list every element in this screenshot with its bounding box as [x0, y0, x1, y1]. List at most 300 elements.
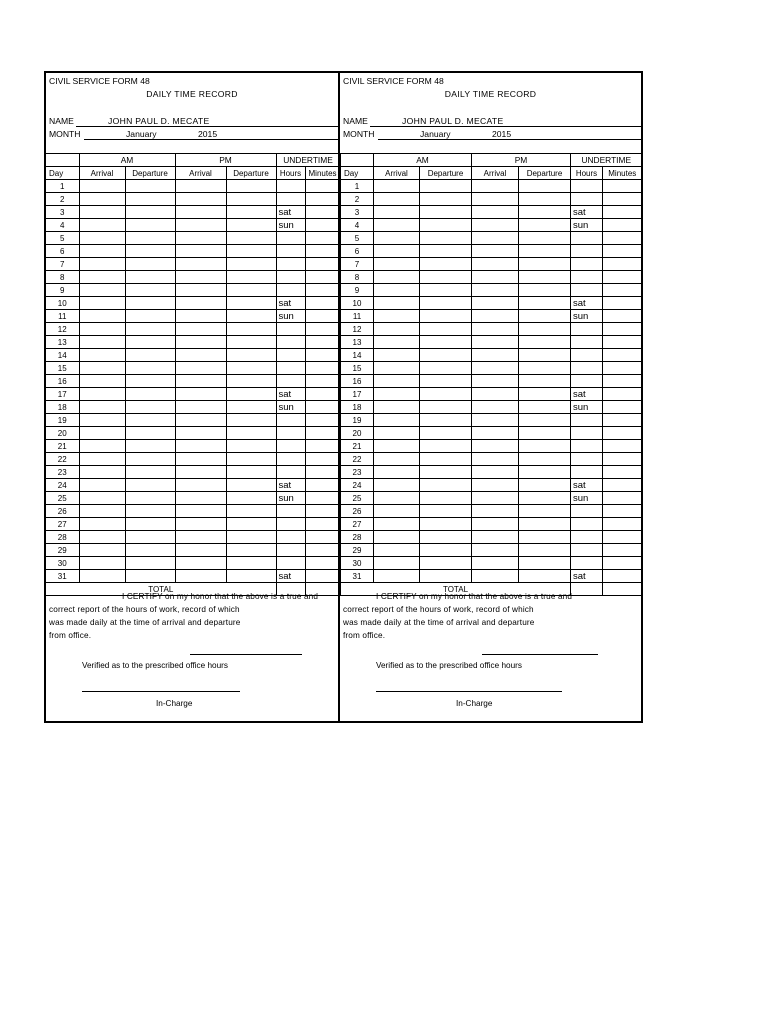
- name-label: NAME: [49, 116, 74, 126]
- table-row: [46, 414, 340, 427]
- table-row: [46, 479, 340, 492]
- table-row: [341, 271, 642, 284]
- table-row: [341, 427, 642, 440]
- in-charge-signature-line: [82, 691, 240, 692]
- day-group-cell: [46, 154, 79, 167]
- pm-departure-cell: [519, 570, 571, 583]
- undertime-hours-cell: [571, 531, 603, 544]
- am-arrival-cell: [79, 401, 125, 414]
- undertime-hours-cell: [276, 349, 305, 362]
- pm-arrival-cell: [175, 219, 226, 232]
- pm-departure-cell: [519, 427, 571, 440]
- undertime-hours-cell: [571, 544, 603, 557]
- undertime-hours-cell: [571, 466, 603, 479]
- undertime-minutes-cell: [305, 219, 340, 232]
- pm-departure-cell: [519, 505, 571, 518]
- day-number: 25: [46, 492, 79, 505]
- day-number: 26: [341, 505, 374, 518]
- undertime-minutes-cell: [305, 479, 340, 492]
- undertime-minutes-cell: [603, 336, 642, 349]
- pm-arrival-cell: [472, 505, 519, 518]
- pm-departure-cell: [226, 544, 276, 557]
- undertime-hours-cell: [276, 440, 305, 453]
- day-number: 4: [341, 219, 374, 232]
- undertime-hours-cell: [276, 375, 305, 388]
- column-header-row: [341, 167, 642, 180]
- pm-departure-cell: [226, 531, 276, 544]
- name-underline: [76, 126, 338, 127]
- am-arrival-cell: [374, 362, 420, 375]
- am-arrival-cell: [374, 492, 420, 505]
- am-arrival-cell: [374, 440, 420, 453]
- am-departure-cell: [125, 336, 175, 349]
- pm-arrival-cell: [175, 414, 226, 427]
- undertime-minutes-cell: [603, 310, 642, 323]
- undertime-hours-cell: sat: [276, 570, 305, 583]
- undertime-hours-cell: [571, 349, 603, 362]
- undertime-hours-cell: [276, 284, 305, 297]
- pm-arrival-cell: [472, 375, 519, 388]
- am-departure-cell: [125, 479, 175, 492]
- table-row: [341, 219, 642, 232]
- am-departure-cell: [420, 232, 472, 245]
- undertime-hours-cell: [276, 271, 305, 284]
- undertime-minutes-cell: [603, 323, 642, 336]
- pm-arrival-cell: [175, 557, 226, 570]
- undertime-minutes-cell: [603, 349, 642, 362]
- am-departure-cell: [125, 492, 175, 505]
- undertime-minutes-cell: [603, 492, 642, 505]
- pm-departure-cell: [226, 232, 276, 245]
- undertime-header: UNDERTIME: [276, 154, 340, 167]
- table-row: [46, 492, 340, 505]
- table-row: [46, 245, 340, 258]
- day-number: 7: [46, 258, 79, 271]
- verified-text: Verified as to the prescribed office hours: [376, 661, 522, 670]
- am-arrival-cell: [374, 466, 420, 479]
- pm-departure-cell: [226, 258, 276, 271]
- undertime-hours-cell: [571, 232, 603, 245]
- day-number: 9: [341, 284, 374, 297]
- am-departure-header: Departure: [125, 167, 175, 180]
- table-row: [46, 505, 340, 518]
- day-number: 3: [46, 206, 79, 219]
- undertime-minutes-cell: [305, 336, 340, 349]
- group-header-row: [46, 154, 340, 167]
- day-number: 18: [341, 401, 374, 414]
- table-row: [46, 401, 340, 414]
- am-arrival-cell: [79, 557, 125, 570]
- table-row: [341, 297, 642, 310]
- pm-departure-cell: [226, 427, 276, 440]
- am-departure-cell: [420, 310, 472, 323]
- am-arrival-cell: [374, 323, 420, 336]
- pm-departure-cell: [519, 258, 571, 271]
- am-arrival-cell: [79, 518, 125, 531]
- pm-departure-cell: [226, 193, 276, 206]
- am-arrival-cell: [374, 271, 420, 284]
- am-departure-cell: [125, 284, 175, 297]
- am-departure-cell: [420, 544, 472, 557]
- am-departure-cell: [125, 505, 175, 518]
- am-departure-cell: [420, 531, 472, 544]
- undertime-hours-cell: sun: [571, 492, 603, 505]
- day-number: 27: [46, 518, 79, 531]
- pm-departure-cell: [519, 323, 571, 336]
- pm-departure-cell: [226, 414, 276, 427]
- pm-arrival-cell: [175, 518, 226, 531]
- pm-departure-cell: [226, 245, 276, 258]
- pm-arrival-cell: [175, 505, 226, 518]
- table-row: [341, 479, 642, 492]
- pm-departure-cell: [519, 388, 571, 401]
- day-number: 28: [341, 531, 374, 544]
- pm-departure-cell: [226, 297, 276, 310]
- day-number: 13: [46, 336, 79, 349]
- total-label: TOTAL: [46, 583, 276, 596]
- name-underline: [370, 126, 641, 127]
- am-departure-cell: [420, 479, 472, 492]
- pm-arrival-cell: [175, 245, 226, 258]
- day-number: 17: [46, 388, 79, 401]
- day-number: 21: [46, 440, 79, 453]
- undertime-hours-cell: [276, 258, 305, 271]
- certification-line: from office.: [343, 631, 386, 640]
- undertime-minutes-cell: [603, 518, 642, 531]
- pm-arrival-cell: [175, 323, 226, 336]
- am-arrival-cell: [374, 284, 420, 297]
- table-row: [341, 284, 642, 297]
- pm-departure-cell: [226, 440, 276, 453]
- hours-header: Hours: [571, 167, 603, 180]
- pm-departure-cell: [519, 557, 571, 570]
- total-hours-cell: [571, 583, 603, 596]
- am-arrival-cell: [374, 531, 420, 544]
- am-departure-cell: [420, 570, 472, 583]
- day-number: 2: [341, 193, 374, 206]
- pm-arrival-cell: [175, 388, 226, 401]
- undertime-hours-cell: sat: [276, 388, 305, 401]
- undertime-hours-cell: sat: [276, 206, 305, 219]
- undertime-hours-cell: [571, 258, 603, 271]
- time-record-table: [46, 153, 341, 596]
- am-departure-cell: [420, 297, 472, 310]
- pm-departure-cell: [519, 271, 571, 284]
- pm-arrival-cell: [472, 531, 519, 544]
- pm-arrival-cell: [472, 570, 519, 583]
- pm-arrival-cell: [175, 401, 226, 414]
- undertime-minutes-cell: [603, 271, 642, 284]
- undertime-hours-cell: [571, 362, 603, 375]
- month-label: MONTH: [49, 129, 81, 139]
- undertime-minutes-cell: [603, 453, 642, 466]
- am-departure-cell: [125, 401, 175, 414]
- am-departure-cell: [420, 193, 472, 206]
- table-row: [46, 518, 340, 531]
- day-number: 12: [341, 323, 374, 336]
- am-arrival-cell: [374, 479, 420, 492]
- am-arrival-cell: [79, 349, 125, 362]
- am-arrival-cell: [374, 297, 420, 310]
- day-number: 7: [341, 258, 374, 271]
- day-number: 1: [46, 180, 79, 193]
- am-departure-cell: [420, 362, 472, 375]
- undertime-hours-cell: sat: [571, 479, 603, 492]
- undertime-hours-cell: [276, 466, 305, 479]
- undertime-hours-cell: [276, 323, 305, 336]
- undertime-hours-cell: [571, 375, 603, 388]
- table-row: [341, 570, 642, 583]
- undertime-minutes-cell: [305, 505, 340, 518]
- dtr-form-right: [340, 73, 641, 721]
- am-departure-header: Departure: [420, 167, 472, 180]
- undertime-hours-cell: [276, 362, 305, 375]
- table-row: [341, 414, 642, 427]
- undertime-minutes-cell: [603, 466, 642, 479]
- undertime-minutes-cell: [603, 297, 642, 310]
- table-row: [46, 349, 340, 362]
- pm-header: PM: [472, 154, 571, 167]
- undertime-hours-cell: [571, 427, 603, 440]
- day-number: 5: [341, 232, 374, 245]
- table-row: [341, 557, 642, 570]
- am-arrival-cell: [79, 271, 125, 284]
- undertime-minutes-cell: [305, 466, 340, 479]
- am-arrival-cell: [374, 180, 420, 193]
- pm-departure-cell: [519, 310, 571, 323]
- am-arrival-cell: [374, 219, 420, 232]
- form-number: CIVIL SERVICE FORM 48: [49, 76, 150, 86]
- undertime-minutes-cell: [603, 388, 642, 401]
- pm-departure-cell: [226, 310, 276, 323]
- undertime-hours-cell: [276, 453, 305, 466]
- undertime-minutes-cell: [305, 427, 340, 440]
- undertime-minutes-cell: [603, 401, 642, 414]
- pm-header: PM: [175, 154, 276, 167]
- pm-departure-cell: [226, 362, 276, 375]
- day-number: 13: [341, 336, 374, 349]
- day-number: 25: [341, 492, 374, 505]
- pm-arrival-cell: [472, 453, 519, 466]
- pm-arrival-cell: [472, 323, 519, 336]
- day-number: 28: [46, 531, 79, 544]
- undertime-hours-cell: [276, 531, 305, 544]
- pm-departure-cell: [519, 492, 571, 505]
- am-arrival-cell: [79, 466, 125, 479]
- day-number: 24: [341, 479, 374, 492]
- am-arrival-cell: [374, 232, 420, 245]
- table-row: [341, 362, 642, 375]
- day-number: 26: [46, 505, 79, 518]
- day-number: 2: [46, 193, 79, 206]
- undertime-minutes-cell: [603, 531, 642, 544]
- day-number: 19: [46, 414, 79, 427]
- pm-arrival-cell: [175, 453, 226, 466]
- year-value: 2015: [198, 129, 218, 139]
- pm-arrival-cell: [472, 414, 519, 427]
- undertime-minutes-cell: [305, 375, 340, 388]
- day-number: 31: [341, 570, 374, 583]
- undertime-hours-cell: [571, 180, 603, 193]
- am-departure-cell: [125, 193, 175, 206]
- am-arrival-cell: [79, 258, 125, 271]
- day-number: 20: [341, 427, 374, 440]
- am-arrival-cell: [374, 375, 420, 388]
- am-departure-cell: [420, 323, 472, 336]
- employee-signature-line: [190, 654, 302, 655]
- table-row: [46, 310, 340, 323]
- undertime-minutes-cell: [305, 232, 340, 245]
- am-departure-cell: [420, 336, 472, 349]
- day-column-header: Day: [46, 167, 79, 180]
- dtr-forms-container: [44, 71, 643, 723]
- in-charge-label: In-Charge: [456, 699, 493, 708]
- undertime-minutes-cell: [305, 440, 340, 453]
- day-number: 11: [46, 310, 79, 323]
- pm-departure-cell: [519, 206, 571, 219]
- undertime-minutes-cell: [305, 180, 340, 193]
- dtr-form-left: [46, 73, 340, 721]
- am-arrival-cell: [374, 245, 420, 258]
- undertime-hours-cell: sat: [276, 297, 305, 310]
- pm-departure-cell: [226, 479, 276, 492]
- am-arrival-cell: [79, 310, 125, 323]
- pm-arrival-cell: [472, 193, 519, 206]
- undertime-minutes-cell: [305, 388, 340, 401]
- am-arrival-cell: [79, 414, 125, 427]
- am-arrival-cell: [79, 375, 125, 388]
- pm-departure-cell: [519, 375, 571, 388]
- undertime-minutes-cell: [305, 362, 340, 375]
- undertime-hours-cell: [276, 336, 305, 349]
- table-row: [46, 258, 340, 271]
- undertime-minutes-cell: [305, 414, 340, 427]
- name-label: NAME: [343, 116, 368, 126]
- am-departure-cell: [125, 362, 175, 375]
- pm-departure-cell: [226, 349, 276, 362]
- employee-signature-line: [482, 654, 598, 655]
- month-value: January: [126, 129, 157, 139]
- name-value: JOHN PAUL D. MECATE: [108, 116, 210, 126]
- undertime-minutes-cell: [305, 310, 340, 323]
- table-row: [46, 180, 340, 193]
- pm-departure-cell: [226, 323, 276, 336]
- certification-line: correct report of the hours of work, record of which: [49, 605, 240, 614]
- pm-departure-cell: [226, 388, 276, 401]
- form-title: DAILY TIME RECORD: [444, 89, 537, 99]
- am-arrival-cell: [374, 206, 420, 219]
- undertime-minutes-cell: [603, 258, 642, 271]
- day-number: 18: [46, 401, 79, 414]
- day-number: 10: [341, 297, 374, 310]
- undertime-hours-cell: [571, 336, 603, 349]
- am-departure-cell: [420, 284, 472, 297]
- year-value: 2015: [492, 129, 512, 139]
- day-number: 19: [341, 414, 374, 427]
- total-label: TOTAL: [341, 583, 571, 596]
- am-departure-cell: [125, 453, 175, 466]
- am-departure-cell: [420, 492, 472, 505]
- am-arrival-cell: [79, 323, 125, 336]
- undertime-minutes-cell: [603, 375, 642, 388]
- day-number: 23: [46, 466, 79, 479]
- pm-arrival-cell: [472, 466, 519, 479]
- am-arrival-cell: [374, 505, 420, 518]
- day-number: 14: [341, 349, 374, 362]
- day-number: 30: [341, 557, 374, 570]
- undertime-hours-cell: [276, 544, 305, 557]
- pm-departure-cell: [226, 180, 276, 193]
- undertime-hours-cell: [571, 284, 603, 297]
- am-departure-cell: [420, 440, 472, 453]
- am-header: AM: [374, 154, 472, 167]
- pm-departure-header: Departure: [226, 167, 276, 180]
- am-arrival-cell: [79, 232, 125, 245]
- pm-arrival-cell: [175, 180, 226, 193]
- verified-text: Verified as to the prescribed office hours: [82, 661, 228, 670]
- undertime-minutes-cell: [603, 206, 642, 219]
- undertime-minutes-cell: [603, 414, 642, 427]
- table-row: [46, 297, 340, 310]
- am-departure-cell: [420, 466, 472, 479]
- table-row: [46, 362, 340, 375]
- undertime-minutes-cell: [305, 271, 340, 284]
- table-row: [46, 219, 340, 232]
- pm-departure-cell: [519, 336, 571, 349]
- name-value: JOHN PAUL D. MECATE: [402, 116, 504, 126]
- am-arrival-cell: [374, 544, 420, 557]
- pm-departure-cell: [226, 401, 276, 414]
- undertime-hours-cell: [571, 323, 603, 336]
- undertime-minutes-cell: [305, 557, 340, 570]
- pm-arrival-cell: [472, 310, 519, 323]
- pm-arrival-cell: [175, 193, 226, 206]
- undertime-hours-cell: [571, 557, 603, 570]
- pm-departure-cell: [226, 375, 276, 388]
- pm-departure-cell: [519, 518, 571, 531]
- undertime-minutes-cell: [603, 440, 642, 453]
- table-row: [341, 336, 642, 349]
- undertime-hours-cell: [276, 414, 305, 427]
- am-arrival-cell: [79, 427, 125, 440]
- pm-arrival-cell: [472, 362, 519, 375]
- undertime-minutes-cell: [603, 245, 642, 258]
- pm-arrival-header: Arrival: [472, 167, 519, 180]
- pm-arrival-cell: [175, 440, 226, 453]
- table-row: [46, 284, 340, 297]
- table-row: [341, 232, 642, 245]
- undertime-minutes-cell: [603, 180, 642, 193]
- table-row: [341, 518, 642, 531]
- am-arrival-cell: [374, 518, 420, 531]
- pm-arrival-cell: [175, 258, 226, 271]
- am-arrival-cell: [79, 388, 125, 401]
- am-arrival-cell: [374, 349, 420, 362]
- time-record-table: [340, 153, 642, 596]
- hours-header: Hours: [276, 167, 305, 180]
- am-arrival-cell: [374, 193, 420, 206]
- undertime-minutes-cell: [305, 284, 340, 297]
- day-number: 23: [341, 466, 374, 479]
- certification-line: was made daily at the time of arrival and departure: [343, 618, 535, 627]
- column-header-row: [46, 167, 340, 180]
- am-departure-cell: [125, 245, 175, 258]
- day-number: 5: [46, 232, 79, 245]
- am-departure-cell: [125, 219, 175, 232]
- undertime-hours-cell: sun: [571, 401, 603, 414]
- day-number: 30: [46, 557, 79, 570]
- pm-arrival-cell: [472, 349, 519, 362]
